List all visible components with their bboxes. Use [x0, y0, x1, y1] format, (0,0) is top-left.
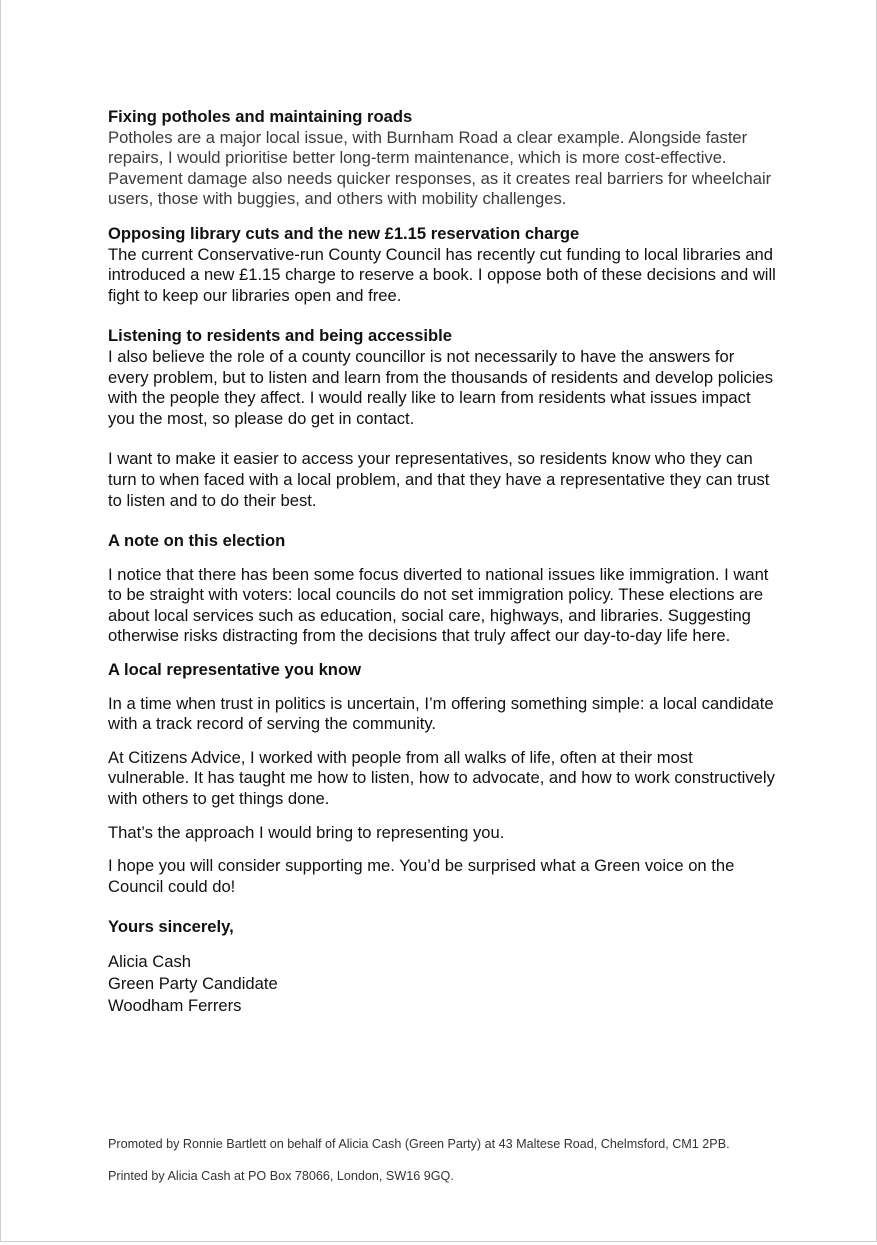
representative-paragraph-4: I hope you will consider supporting me. You’d be surprised what a Green voice on the Council could do!	[108, 856, 735, 896]
listening-paragraph-1: I also believe the role of a county councillor is not necessarily to have the answers for every problem, but to listen and learn from the thousands of residents and develop policies with the people they affect. I would really like to learn from residents what issues impact you the most, so please do get in contact.	[108, 346, 774, 428]
election-paragraph: I notice that there has been some focus diverted to national issues like immigration. I want to be straight with voters: local councils do not set immigration policy. These elections are about local services such as education, social care, highways, and libraries. Suggesting otherwise risks distracting from the decisions that truly affect our day-to-day life here.	[108, 564, 769, 646]
signature-block	[108, 951, 778, 1016]
representative-paragraph-3: That’s the approach I would bring to representing you.	[108, 822, 505, 842]
library-paragraph: The current Conservative-run County Council has recently cut funding to local libraries and introduced a new £1.15 charge to reserve a book. I oppose both of these decisions and will fight to keep our libraries open and free.	[108, 244, 776, 305]
signoff: Yours sincerely,	[108, 917, 234, 937]
potholes-heading: Fixing potholes and maintaining roads	[108, 107, 413, 126]
representative-heading: A local representative you know	[108, 660, 361, 680]
listening-heading: Listening to residents and being accessible	[108, 326, 452, 346]
candidate-role: Green Party Candidate	[108, 973, 278, 993]
representative-paragraph-2: At Citizens Advice, I worked with people from all walks of life, often at their most vulnerable. It has taught me how to listen, how to advocate, and how to work constructively with others to get things done.	[108, 747, 775, 809]
printed-by-imprint: Printed by Alicia Cash at PO Box 78066, London, SW16 9GQ.	[108, 1169, 454, 1183]
promoted-by-imprint: Promoted by Ronnie Bartlett on behalf of Alicia Cash (Green Party) at 43 Maltese Road, Chelmsford, CM1 2PB.	[108, 1137, 730, 1151]
candidate-name: Alicia Cash	[108, 952, 192, 971]
potholes-paragraph: Potholes are a major local issue, with Burnham Road a clear example. Alongside faster repairs, I would prioritise better long-term maintenance, which is more cost-effective. Pavement damage also needs quicker responses, as it creates real barriers for wheelchair users, those with buggies, and others with mobility challenges.	[108, 127, 772, 209]
letter-body	[108, 107, 778, 1016]
election-heading: A note on this election	[108, 531, 286, 551]
listening-paragraph-2: I want to make it easier to access your representatives, so residents know who they can turn to when faced with a local problem, and that they have a representative they can trust to listen and to do their best.	[108, 449, 770, 510]
representative-paragraph-1: In a time when trust in politics is uncertain, I’m offering something simple: a local candidate with a track record of serving the community.	[108, 693, 774, 734]
library-heading: Opposing library cuts and the new £1.15 reservation charge	[108, 223, 580, 243]
candidate-ward: Woodham Ferrers	[108, 995, 242, 1015]
